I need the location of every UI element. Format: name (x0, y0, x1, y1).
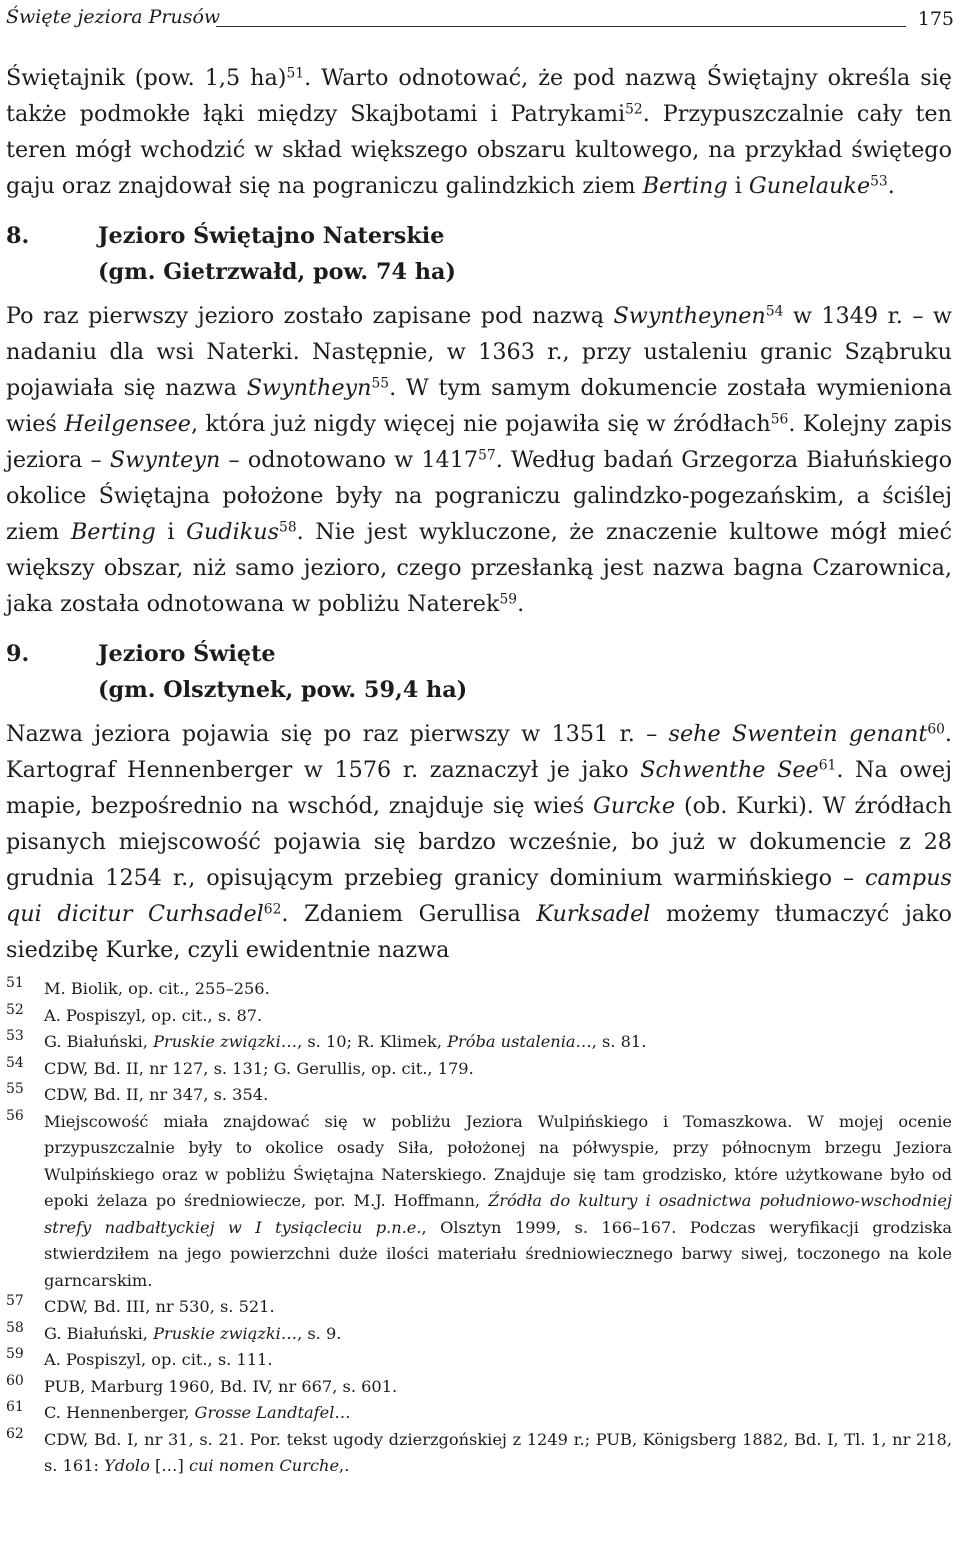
main-text (6, 60, 952, 968)
footnote-58: 58 G. Białuński, Pruskie związki…, s. 9. (6, 1321, 952, 1348)
footnote-number: 57 (6, 1293, 24, 1309)
footnote-ref: 51 (286, 65, 305, 82)
footnote-number: 59 (6, 1346, 24, 1362)
running-header (6, 4, 954, 34)
paragraph-swietajnik: Świętajnik (pow. 1,5 ha)$^{51}$. Warto odnotować, że pod nazwą Świętajny określa się także podmokłe łąki między Skajbotami i Patrykami$^{52}$. Przypuszczalnie cały ten teren mógł wchodzić w skład większego obszaru kultowego, na przykład świętego gaju oraz znajdował się na pograniczu galindzkich ziem Berting i Gunelauke$^{53}$. (6, 65, 952, 199)
section-heading-9 (6, 636, 952, 708)
footnote-ref: 57 (478, 447, 496, 464)
footnote-61: 61 C. Hennenberger, Grosse Landtafel… (6, 1400, 952, 1427)
footnote-57: 57 CDW, Bd. III, nr 530, s. 521. (6, 1294, 952, 1321)
footnote-52: 52 A. Pospiszyl, op. cit., s. 87. (6, 1003, 952, 1030)
section-heading-8 (6, 218, 952, 290)
running-title: Święte jeziora Prusów (6, 6, 221, 28)
footnote-number: 61 (6, 1399, 24, 1415)
footnotes (6, 976, 952, 1480)
footnote-ref: 60 (927, 721, 945, 738)
section-title: Jezioro Świętajno Naterskie (98, 223, 445, 249)
section-title: Jezioro Święte (98, 641, 276, 667)
footnote-ref: 53 (870, 173, 888, 190)
footnote-number: 53 (6, 1028, 24, 1044)
page-number: 175 (917, 8, 954, 30)
footnote-number: 55 (6, 1081, 24, 1097)
footnote-ref: 61 (818, 757, 837, 774)
footnote-62: 62 CDW, Bd. I, nr 31, s. 21. Por. tekst ugody dzierzgońskiej z 1249 r.; PUB, Königsberg 1882, Bd. I, Tl. 1, nr 218, s. 161: Ydolo […] cui nomen Curche,. (6, 1427, 952, 1480)
footnote-ref: 59 (499, 591, 518, 608)
section-subtitle: (gm. Olsztynek, pow. 59,4 ha) (98, 677, 468, 703)
paragraph-jezioro-swiete: Nazwa jeziora pojawia się po raz pierwszy w 1351 r. – sehe Swentein genant$^{60}$. Kartograf Hennenberger w 1576 r. zaznaczył je jako Schwenthe See$^{61}$. Na owej mapie, bezpośrednio na wschód, znajduje się wieś Gurcke (ob. Kurki). W źródłach pisanych miejscowość pojawia się bardzo wcześnie, bo już w dokumencie z 28 grudnia 1254 r., opisującym przebieg granicy dominium warmińskiego – campus qui dicitur Curhsadel$^{62}$. Zdaniem Gerullisa Kurksadel możemy tłumaczyć jako siedzibę Kurke, czyli ewidentnie nazwa (6, 721, 953, 963)
footnote-ref: 58 (279, 519, 297, 536)
footnote-number: 54 (6, 1054, 24, 1071)
footnote-60: 60 PUB, Marburg 1960, Bd. IV, nr 667, s. 601. (6, 1374, 952, 1401)
paragraph-swietajno-naterskie: Po raz pierwszy jezioro zostało zapisane pod nazwą Swyntheynen$^{54}$ w 1349 r. – w nadaniu dla wsi Naterki. Następnie, w 1363 r., przy ustaleniu granic Sząbruku pojawiała się nazwa Swyntheyn$^{55}$. W tym samym dokumencie została wymieniona wieś Heilgensee, która już nigdy więcej nie pojawiła się w źródłach$^{56}$. Kolejny zapis jeziora – Swynteyn – odnotowano w 1417$^{57}$. Według badań Grzegorza Białuńskiego okolice Świętajna położone były na pograniczu galindzko-pogezańskim, a ściślej ziem Berting i Gudikus$^{58}$. Nie jest wykluczone, że znaczenie kultowe mógł mieć większy obszar, niż samo jezioro, czego przesłanką jest nazwa bagna Czarownica, jaka została odnotowana w pobliżu Naterek$^{59}$. (6, 303, 953, 617)
footnote-number: 60 (6, 1372, 24, 1389)
footnote-number: 51 (6, 975, 24, 991)
footnote-ref: 56 (770, 411, 789, 428)
footnote-ref: 54 (765, 303, 784, 320)
footnote-ref: 62 (263, 901, 282, 918)
header-rule (216, 26, 906, 27)
footnote-59: 59 A. Pospiszyl, op. cit., s. 111. (6, 1347, 952, 1374)
section-number: 8. (6, 223, 30, 249)
section-subtitle: (gm. Gietrzwałd, pow. 74 ha) (98, 259, 456, 285)
footnote-54: 54 CDW, Bd. II, nr 127, s. 131; G. Gerullis, op. cit., 179. (6, 1056, 952, 1083)
footnote-ref: 55 (371, 375, 390, 392)
footnote-number: 62 (6, 1425, 24, 1442)
footnote-number: 56 (6, 1107, 24, 1124)
footnote-51: 51 M. Biolik, op. cit., 255–256. (6, 976, 952, 1003)
footnote-55: 55 CDW, Bd. II, nr 347, s. 354. (6, 1082, 952, 1109)
footnote-53: 53 G. Białuński, Pruskie związki…, s. 10; R. Klimek, Próba ustalenia…, s. 81. (6, 1029, 952, 1056)
section-number: 9. (6, 641, 30, 667)
footnote-number: 58 (6, 1319, 24, 1336)
footnote-number: 52 (6, 1001, 24, 1018)
footnote-56: 56 Miejscowość miała znajdować się w pobliżu Jeziora Wulpińskiego i Tomaszkowa. W mojej ocenie przypuszczalnie były to okolice osady Siła, położonej na półwyspie, przy północnym brzegu Jeziora Wulpińskiego oraz w pobliżu Świętajna Naterskiego. Znajduje się tam grodzisko, które użytkowane było od epoki żelaza po średniowiecze, por. M.J. Hoffmann, Źródła do kultury i osadnictwa południowo-wschodniej strefy nadbałtyckiej w I tysiącleciu p.n.e., Olsztyn 1999, s. 166–167. Podczas weryfikacji grodziska stwierdziłem na jego powierzchni duże ilości materiału średniowiecznego barwy siwej, toczonego na kole garncarskim. (6, 1109, 952, 1295)
footnote-ref: 52 (625, 101, 643, 118)
